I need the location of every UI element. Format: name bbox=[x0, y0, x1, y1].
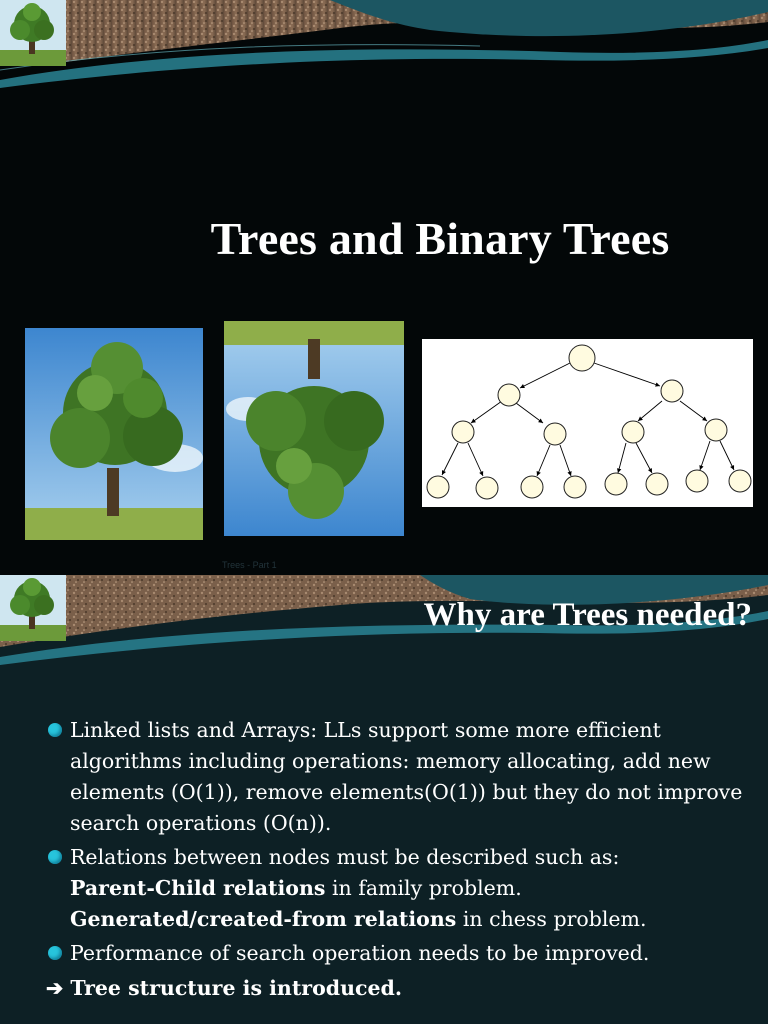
conclusion-line bbox=[46, 973, 746, 1004]
tree-photo bbox=[25, 328, 203, 540]
bullet-item bbox=[48, 938, 748, 969]
bullet-icon bbox=[48, 850, 62, 864]
binary-tree-diagram bbox=[422, 339, 753, 507]
bullet-text: in chess problem. bbox=[456, 907, 647, 931]
tree-thumbnail bbox=[0, 575, 66, 641]
decorative-banner bbox=[0, 0, 768, 90]
bold-term: Generated/created-from relations bbox=[70, 907, 457, 931]
bullet-item bbox=[48, 842, 748, 935]
slide-title: Why are Trees needed? bbox=[423, 597, 752, 633]
bullet-text: Performance of search operation needs to be improved. bbox=[70, 941, 650, 965]
bullet-text: in family problem. bbox=[325, 876, 522, 900]
bullet-text: Linked lists and Arrays: LLs support some more efficient algorithms including operations: memory allocating, add new elements (O(1)), remove elements(O(1)) but they do not improve search operations (O(n)). bbox=[70, 718, 743, 835]
bullet-icon bbox=[48, 723, 62, 737]
tree-reflection-photo bbox=[224, 321, 404, 536]
slide-footer: Trees - Part 1 bbox=[222, 560, 277, 570]
bold-term: Parent-Child relations bbox=[70, 876, 326, 900]
bullet-list bbox=[48, 715, 748, 1004]
bullet-item bbox=[48, 715, 748, 839]
bullet-text: Relations between nodes must be described such as: bbox=[70, 845, 620, 869]
slide-2 bbox=[0, 575, 768, 1024]
bullet-icon bbox=[48, 946, 62, 960]
arrow-icon: ➔ bbox=[46, 976, 64, 1000]
conclusion-text: Tree structure is introduced. bbox=[70, 976, 403, 1000]
tree-thumbnail bbox=[0, 0, 66, 66]
slide-title: Trees and Binary Trees bbox=[210, 213, 670, 264]
